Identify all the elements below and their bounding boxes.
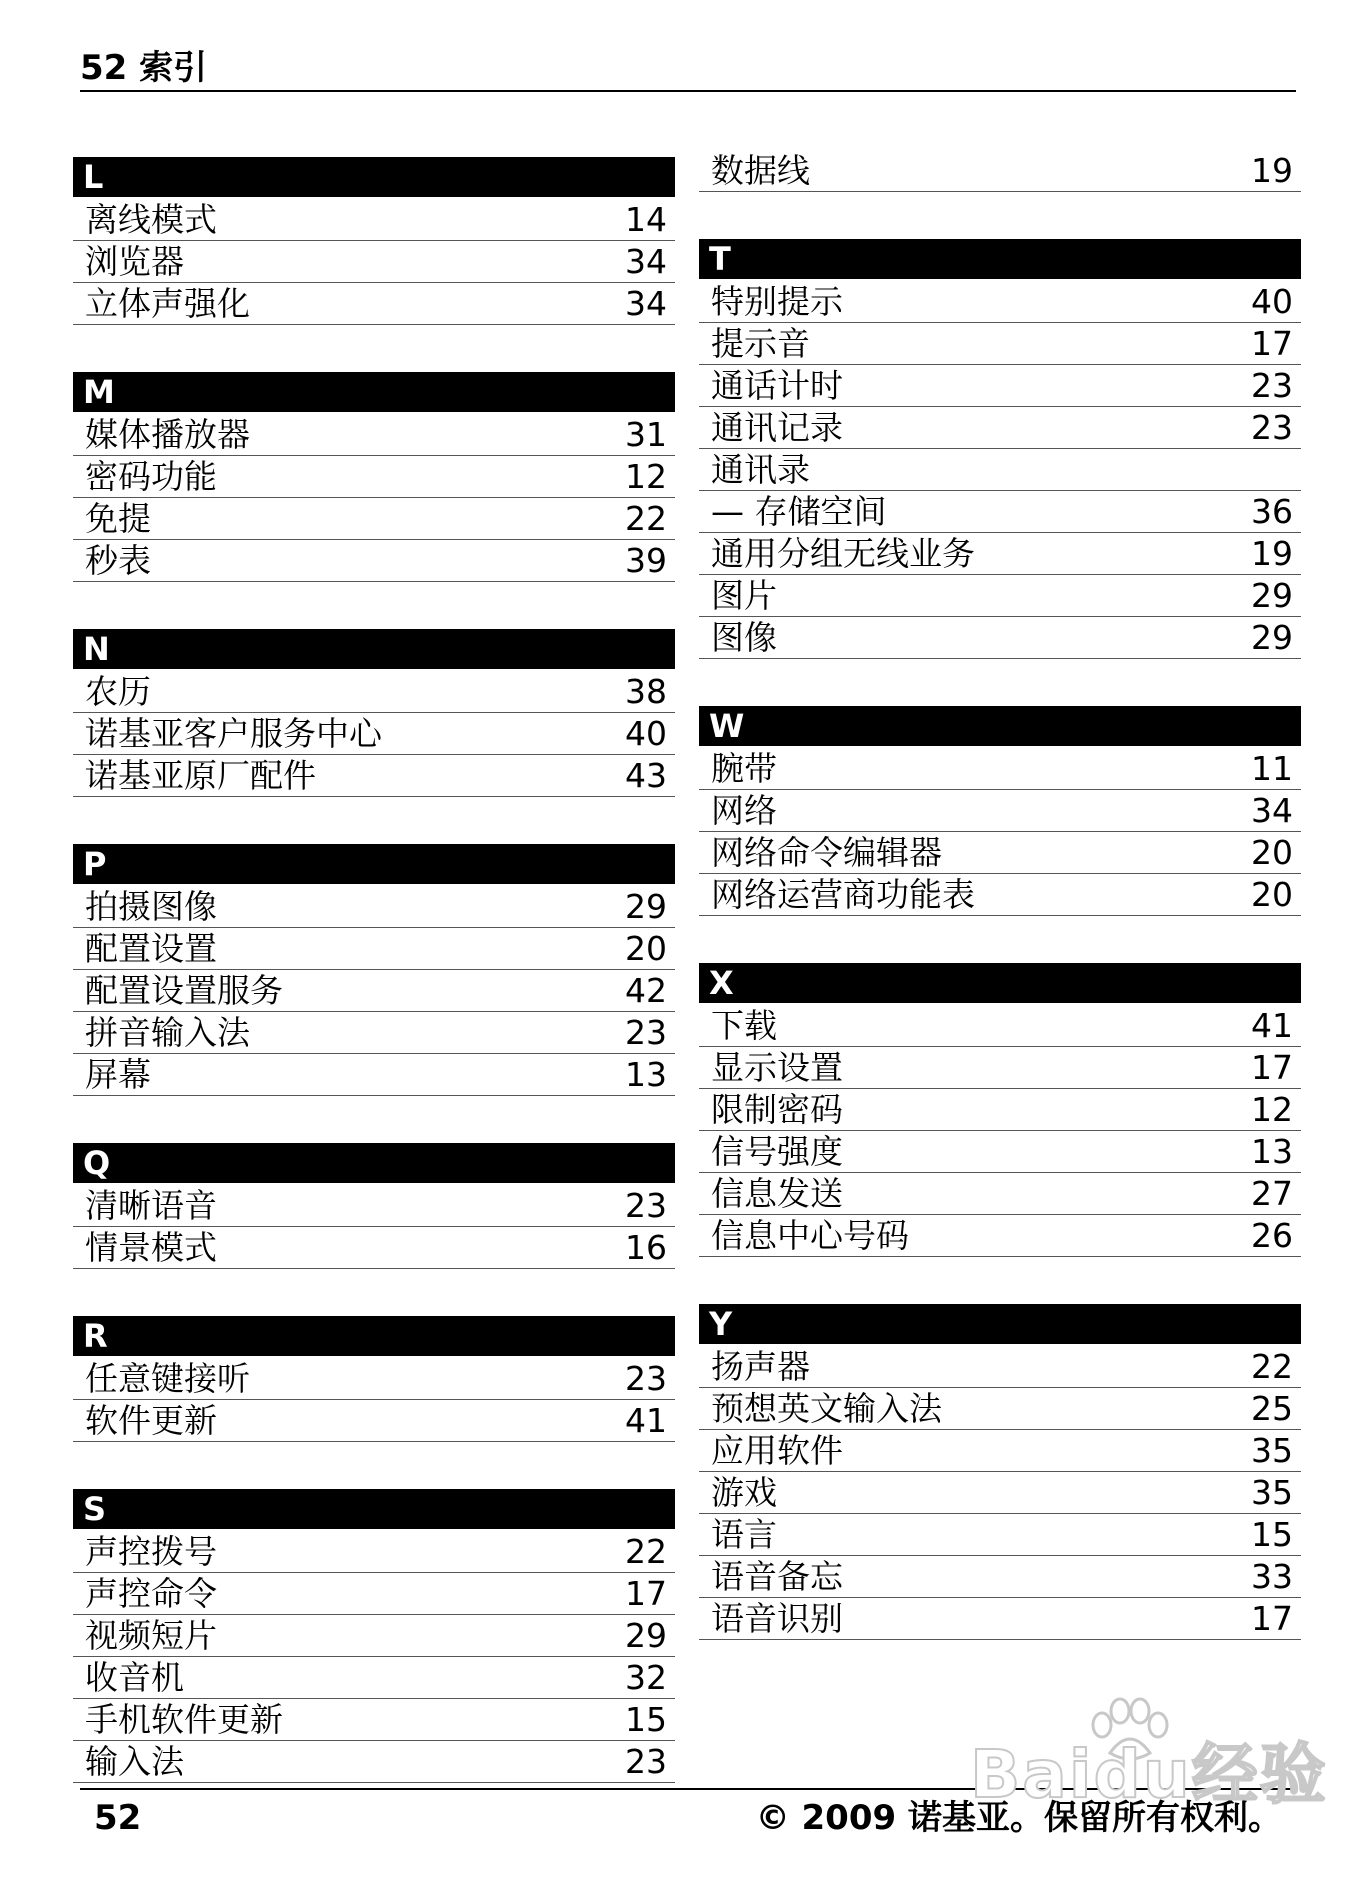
entry-term: 立体声强化 bbox=[85, 284, 250, 323]
entry-page-number: 23 bbox=[625, 1013, 667, 1052]
index-entry bbox=[73, 1741, 675, 1783]
entry-page-number: 39 bbox=[625, 541, 667, 580]
entry-term: 语音识别 bbox=[711, 1599, 843, 1638]
index-entry bbox=[699, 407, 1301, 449]
entry-term: 媒体播放器 bbox=[85, 415, 250, 454]
entry-page-number: 14 bbox=[625, 200, 667, 239]
index-entry bbox=[73, 1531, 675, 1573]
entry-page-number: 31 bbox=[625, 415, 667, 454]
entry-page-number: 22 bbox=[625, 1532, 667, 1571]
index-section-r bbox=[73, 1316, 675, 1442]
entry-page-number: 40 bbox=[625, 714, 667, 753]
index-section-p bbox=[73, 844, 675, 1096]
index-section-q bbox=[73, 1143, 675, 1269]
entry-page-number: 27 bbox=[1251, 1174, 1293, 1213]
section-letter-bar: R bbox=[73, 1316, 675, 1356]
entry-term: 应用软件 bbox=[711, 1431, 843, 1470]
entry-page-number: 34 bbox=[1251, 791, 1293, 830]
index-entry bbox=[73, 1615, 675, 1657]
index-entry bbox=[699, 1556, 1301, 1598]
entry-page-number: 34 bbox=[625, 284, 667, 323]
entry-page-number: 15 bbox=[1251, 1515, 1293, 1554]
index-entry bbox=[73, 1012, 675, 1054]
index-entry bbox=[699, 281, 1301, 323]
entry-term: 诺基亚客户服务中心 bbox=[85, 714, 382, 753]
entry-page-number: 15 bbox=[625, 1700, 667, 1739]
entry-term: 屏幕 bbox=[85, 1055, 151, 1094]
entry-term: 通话计时 bbox=[711, 366, 843, 405]
entry-term: 信息发送 bbox=[711, 1174, 843, 1213]
index-entry bbox=[699, 1472, 1301, 1514]
section-letter-bar: T bbox=[699, 239, 1301, 279]
index-entry bbox=[73, 1699, 675, 1741]
index-entry bbox=[73, 1358, 675, 1400]
section-letter-bar: M bbox=[73, 372, 675, 412]
entry-term: 清晰语音 bbox=[85, 1186, 217, 1225]
entry-term: 通讯记录 bbox=[711, 408, 843, 447]
entry-page-number: 38 bbox=[625, 672, 667, 711]
entry-page-number: 23 bbox=[625, 1359, 667, 1398]
entry-term: 视频短片 bbox=[85, 1616, 217, 1655]
entry-term: 拼音输入法 bbox=[85, 1013, 250, 1052]
index-entry bbox=[73, 540, 675, 582]
index-entry bbox=[73, 283, 675, 325]
index-entry bbox=[73, 671, 675, 713]
entry-term: 浏览器 bbox=[85, 242, 184, 281]
entry-term: 情景模式 bbox=[85, 1228, 217, 1267]
entry-term: 图片 bbox=[711, 576, 777, 615]
index-section-l bbox=[73, 157, 675, 325]
entry-term: 显示设置 bbox=[711, 1048, 843, 1087]
entry-page-number: 17 bbox=[625, 1574, 667, 1613]
entry-page-number: 12 bbox=[625, 457, 667, 496]
index-entry bbox=[699, 1388, 1301, 1430]
index-entry bbox=[73, 414, 675, 456]
entry-page-number: 33 bbox=[1251, 1557, 1293, 1596]
entry-page-number: 20 bbox=[1251, 833, 1293, 872]
index-entry bbox=[699, 323, 1301, 365]
index-entry bbox=[699, 491, 1301, 533]
entry-page-number: 17 bbox=[1251, 324, 1293, 363]
entry-term: 声控命令 bbox=[85, 1574, 217, 1613]
section-letter-bar: L bbox=[73, 157, 675, 197]
index-section-y bbox=[699, 1304, 1301, 1640]
index-entry bbox=[699, 617, 1301, 659]
entry-term: 下载 bbox=[711, 1006, 777, 1045]
entry-term: 农历 bbox=[85, 672, 151, 711]
entry-term: 配置设置服务 bbox=[85, 971, 283, 1010]
entry-term: 密码功能 bbox=[85, 457, 217, 496]
index-entry bbox=[73, 241, 675, 283]
entry-term: 信息中心号码 bbox=[711, 1216, 909, 1255]
index-entry bbox=[699, 790, 1301, 832]
entry-page-number: 29 bbox=[625, 887, 667, 926]
entry-term: 提示音 bbox=[711, 324, 810, 363]
index-entry bbox=[73, 886, 675, 928]
entry-page-number: 41 bbox=[625, 1401, 667, 1440]
entry-term: 扬声器 bbox=[711, 1347, 810, 1386]
footer-page-number: 52 bbox=[94, 1798, 142, 1838]
entry-page-number: 29 bbox=[1251, 576, 1293, 615]
index-entry bbox=[699, 832, 1301, 874]
entry-term: 信号强度 bbox=[711, 1132, 843, 1171]
section-letter-bar: Q bbox=[73, 1143, 675, 1183]
entry-page-number: 13 bbox=[625, 1055, 667, 1094]
index-entry bbox=[73, 1400, 675, 1442]
index-section-x bbox=[699, 963, 1301, 1257]
entry-term: 诺基亚原厂配件 bbox=[85, 756, 316, 795]
section-letter-bar: N bbox=[73, 629, 675, 669]
page-header bbox=[80, 46, 1296, 92]
index-entry bbox=[73, 1054, 675, 1096]
entry-term: 秒表 bbox=[85, 541, 151, 580]
index-section-s bbox=[73, 1489, 675, 1783]
entry-term: 免提 bbox=[85, 499, 151, 538]
entry-page-number: 25 bbox=[1251, 1389, 1293, 1428]
index-section-continued bbox=[699, 150, 1301, 192]
index-column-left bbox=[73, 157, 675, 1830]
index-entry bbox=[699, 1430, 1301, 1472]
index-section-t bbox=[699, 239, 1301, 659]
entry-term: 数据线 bbox=[711, 151, 810, 190]
entry-term: 游戏 bbox=[711, 1473, 777, 1512]
entry-page-number: 23 bbox=[1251, 408, 1293, 447]
index-entry bbox=[73, 1573, 675, 1615]
entry-page-number: 32 bbox=[625, 1658, 667, 1697]
index-entry bbox=[73, 713, 675, 755]
watermark-text: Baidu经验 bbox=[970, 1736, 1328, 1813]
entry-page-number: 19 bbox=[1251, 534, 1293, 573]
entry-term: 声控拨号 bbox=[85, 1532, 217, 1571]
entry-term: 网络 bbox=[711, 791, 777, 830]
entry-page-number: 29 bbox=[1251, 618, 1293, 657]
entry-term: 输入法 bbox=[85, 1742, 184, 1781]
entry-term: 语言 bbox=[711, 1515, 777, 1554]
section-letter-bar: X bbox=[699, 963, 1301, 1003]
index-entry bbox=[699, 1005, 1301, 1047]
index-entry bbox=[73, 755, 675, 797]
entry-page-number: 42 bbox=[625, 971, 667, 1010]
index-entry bbox=[73, 199, 675, 241]
entry-page-number: 20 bbox=[1251, 875, 1293, 914]
index-entry bbox=[73, 928, 675, 970]
entry-page-number: 19 bbox=[1251, 151, 1293, 190]
index-entry bbox=[73, 1185, 675, 1227]
entry-page-number: 35 bbox=[1251, 1473, 1293, 1512]
section-letter-bar: Y bbox=[699, 1304, 1301, 1344]
entry-term: 通用分组无线业务 bbox=[711, 534, 975, 573]
entry-page-number: 35 bbox=[1251, 1431, 1293, 1470]
entry-term: 限制密码 bbox=[711, 1090, 843, 1129]
section-letter-bar: P bbox=[73, 844, 675, 884]
entry-term: — 存储空间 bbox=[711, 492, 887, 531]
index-entry bbox=[699, 1346, 1301, 1388]
entry-page-number: 23 bbox=[625, 1742, 667, 1781]
index-entry bbox=[73, 456, 675, 498]
entry-page-number: 11 bbox=[1251, 749, 1293, 788]
page-title: 52 索引 bbox=[80, 48, 208, 88]
index-entry bbox=[699, 533, 1301, 575]
entry-page-number: 43 bbox=[625, 756, 667, 795]
entry-page-number: 23 bbox=[1251, 366, 1293, 405]
section-letter-bar: S bbox=[73, 1489, 675, 1529]
index-entry bbox=[699, 874, 1301, 916]
index-entry bbox=[73, 1657, 675, 1699]
index-entry bbox=[699, 1047, 1301, 1089]
footer-copyright: © 2009 诺基亚。保留所有权利。 bbox=[755, 1798, 1282, 1838]
index-entry bbox=[73, 498, 675, 540]
entry-page-number: 41 bbox=[1251, 1006, 1293, 1045]
entry-page-number: 26 bbox=[1251, 1216, 1293, 1255]
index-entry bbox=[73, 1227, 675, 1269]
entry-page-number: 23 bbox=[625, 1186, 667, 1225]
index-column-right bbox=[699, 150, 1301, 1687]
baidu-watermark bbox=[970, 1695, 1328, 1815]
index-entry bbox=[699, 1598, 1301, 1640]
index-entry bbox=[699, 365, 1301, 407]
index-section-m bbox=[73, 372, 675, 582]
entry-page-number: 34 bbox=[625, 242, 667, 281]
index-entry bbox=[699, 1173, 1301, 1215]
entry-page-number: 16 bbox=[625, 1228, 667, 1267]
index-entry bbox=[699, 150, 1301, 192]
entry-page-number: 22 bbox=[625, 499, 667, 538]
index-section-w bbox=[699, 706, 1301, 916]
entry-term: 软件更新 bbox=[85, 1401, 217, 1440]
entry-term: 手机软件更新 bbox=[85, 1700, 283, 1739]
index-entry bbox=[699, 1215, 1301, 1257]
entry-term: 网络命令编辑器 bbox=[711, 833, 942, 872]
entry-page-number: 40 bbox=[1251, 282, 1293, 321]
entry-term: 收音机 bbox=[85, 1658, 184, 1697]
index-entry bbox=[73, 970, 675, 1012]
entry-term: 腕带 bbox=[711, 749, 777, 788]
index-entry bbox=[699, 575, 1301, 617]
index-entry bbox=[699, 449, 1301, 491]
entry-page-number: 17 bbox=[1251, 1599, 1293, 1638]
entry-page-number: 22 bbox=[1251, 1347, 1293, 1386]
entry-page-number: 29 bbox=[625, 1616, 667, 1655]
index-entry bbox=[699, 1514, 1301, 1556]
entry-term: 配置设置 bbox=[85, 929, 217, 968]
entry-term: 预想英文输入法 bbox=[711, 1389, 942, 1428]
entry-term: 通讯录 bbox=[711, 450, 810, 489]
section-letter-bar: W bbox=[699, 706, 1301, 746]
entry-term: 语音备忘 bbox=[711, 1557, 843, 1596]
entry-term: 特别提示 bbox=[711, 282, 843, 321]
entry-term: 拍摄图像 bbox=[85, 887, 217, 926]
entry-page-number: 20 bbox=[625, 929, 667, 968]
entry-page-number: 12 bbox=[1251, 1090, 1293, 1129]
index-entry bbox=[699, 1131, 1301, 1173]
entry-term: 任意键接听 bbox=[85, 1359, 250, 1398]
index-entry bbox=[699, 748, 1301, 790]
entry-term: 图像 bbox=[711, 618, 777, 657]
index-entry bbox=[699, 1089, 1301, 1131]
entry-term: 离线模式 bbox=[85, 200, 217, 239]
entry-page-number: 36 bbox=[1251, 492, 1293, 531]
index-section-n bbox=[73, 629, 675, 797]
entry-page-number: 17 bbox=[1251, 1048, 1293, 1087]
entry-term: 网络运营商功能表 bbox=[711, 875, 975, 914]
entry-page-number: 13 bbox=[1251, 1132, 1293, 1171]
